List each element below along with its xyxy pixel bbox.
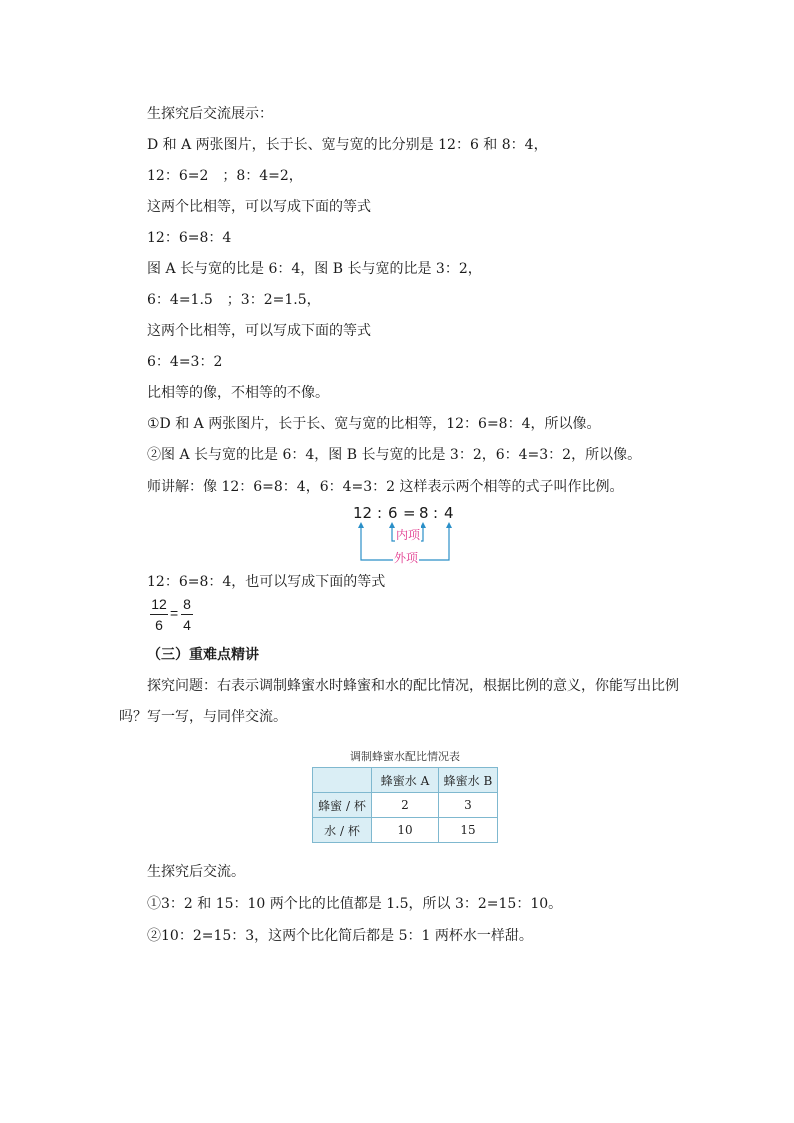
diagram-colon-1: : bbox=[377, 504, 383, 522]
diagram-equals: = bbox=[403, 504, 416, 522]
text-line: 12：6=8：4 bbox=[147, 230, 232, 246]
table-cell: 15 bbox=[439, 818, 498, 843]
text-line: 12：6=2 ；8：4=2， bbox=[147, 168, 303, 184]
text-line: ①3：2 和 15：10 两个比的比值都是 1.5，所以 3：2=15：10。 bbox=[147, 896, 563, 912]
table-cell: 2 bbox=[372, 793, 439, 818]
text-line: 图 A 长与宽的比是 6：4，图 B 长与宽的比是 3：2， bbox=[147, 261, 482, 277]
fraction-left-denominator: 6 bbox=[155, 617, 163, 633]
question-paragraph: 探究问题：右表示调制蜂蜜水时蜂蜜和水的配比情况，根据比例的意义，你能写出比例吗？写一写，与同伴交流。 bbox=[119, 678, 679, 725]
fraction-equals: = bbox=[170, 605, 179, 621]
table-row bbox=[313, 818, 498, 843]
fraction-left bbox=[150, 595, 168, 634]
fraction-right-numerator: 8 bbox=[183, 596, 191, 612]
diagram-term-2: 6 bbox=[388, 504, 398, 522]
table-row-label: 蜂蜜 / 杯 bbox=[313, 793, 372, 818]
table-header-cell: 蜂蜜水 A bbox=[372, 768, 439, 793]
table-header-row bbox=[313, 768, 498, 793]
table-title: 调制蜂蜜水配比情况表 bbox=[350, 750, 460, 763]
diagram-term-1: 12 bbox=[353, 504, 373, 522]
text-line: 6：4=3：2 bbox=[147, 354, 223, 370]
honey-ratio-table bbox=[312, 767, 498, 843]
text-line: 6：4=1.5 ；3：2=1.5， bbox=[147, 292, 321, 308]
diagram-colon-2: : bbox=[433, 504, 439, 522]
text-line: 这两个比相等，可以写成下面的等式 bbox=[147, 323, 371, 339]
fraction-right-denominator: 4 bbox=[183, 617, 191, 633]
table-cell: 10 bbox=[372, 818, 439, 843]
table-row bbox=[313, 793, 498, 818]
text-line: ②10：2=15：3，这两个比化简后都是 5：1 两杯水一样甜。 bbox=[147, 928, 533, 944]
text-line: 师讲解：像 12：6=8：4，6：4=3：2 这样表示两个相等的式子叫作比例。 bbox=[147, 479, 624, 495]
fraction-left-numerator: 12 bbox=[151, 596, 167, 612]
diagram-term-3: 8 bbox=[419, 504, 429, 522]
table-header-cell bbox=[313, 768, 372, 793]
fraction-right bbox=[181, 595, 193, 634]
outer-terms-label: 外项 bbox=[394, 551, 419, 565]
text-line: ②图 A 长与宽的比是 6：4，图 B 长与宽的比是 3：2，6：4=3：2，所以像。 bbox=[147, 447, 642, 463]
text-line: ①D 和 A 两张图片，长于长、宽与宽的比相等，12：6=8：4，所以像。 bbox=[147, 416, 601, 432]
text-line: 这两个比相等，可以写成下面的等式 bbox=[147, 199, 371, 215]
text-line: D 和 A 两张图片，长于长、宽与宽的比分别是 12：6 和 8：4， bbox=[147, 137, 548, 153]
table-row-label: 水 / 杯 bbox=[313, 818, 372, 843]
text-line: 比相等的像，不相等的不像。 bbox=[147, 385, 329, 401]
inner-terms-label: 内项 bbox=[396, 528, 421, 542]
proportion-diagram bbox=[353, 504, 457, 566]
section-heading: （三）重难点精讲 bbox=[147, 647, 259, 663]
diagram-term-4: 4 bbox=[444, 504, 454, 522]
table-header-cell: 蜂蜜水 B bbox=[439, 768, 498, 793]
table-cell: 3 bbox=[439, 793, 498, 818]
text-line: 生探究后交流展示： bbox=[147, 106, 273, 122]
text-line: 生探究后交流。 bbox=[147, 864, 245, 880]
text-line: 12：6=8：4，也可以写成下面的等式 bbox=[147, 574, 386, 590]
